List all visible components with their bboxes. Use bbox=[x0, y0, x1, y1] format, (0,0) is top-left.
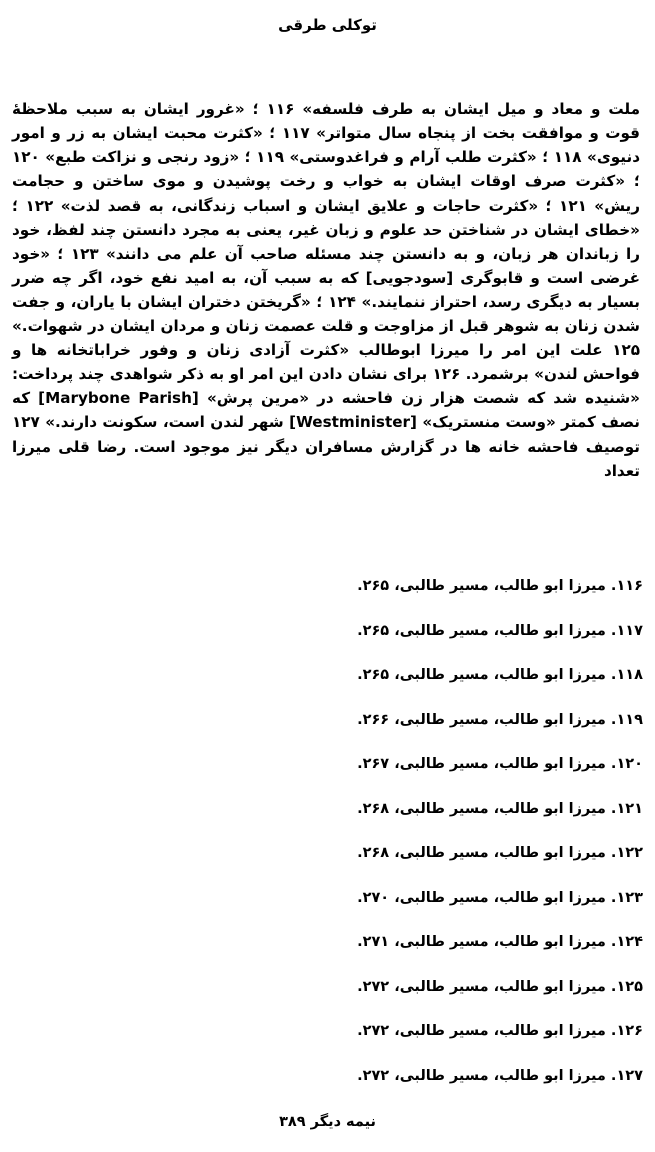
footnote-122: ۱۲۲. میرزا ابو طالب، مسیر طالبی، ۲۶۸. bbox=[357, 845, 643, 861]
footnote-125: ۱۲۵. میرزا ابو طالب، مسیر طالبی، ۲۷۲. bbox=[357, 978, 643, 995]
footnote-118: ۱۱۸. میرزا ابو طالب، مسیر طالبی، ۲۶۵. bbox=[357, 667, 643, 683]
footnotes-list bbox=[283, 578, 643, 1112]
footnote-117: ۱۱۷. میرزا ابو طالب، مسیر طالبی، ۲۶۵. bbox=[357, 622, 643, 639]
footnote-124: ۱۲۴. میرزا ابو طالب، مسیر طالبی، ۲۷۱. bbox=[357, 934, 643, 950]
footnote-126: ۱۲۶. میرزا ابو طالب، مسیر طالبی، ۲۷۲. bbox=[357, 1023, 643, 1039]
footnote-119: ۱۱۹. میرزا ابو طالب، مسیر طالبی، ۲۶۶. bbox=[357, 711, 643, 728]
running-head-title: توکلی طرقی bbox=[278, 16, 377, 34]
footnote-127: ۱۲۷. میرزا ابو طالب، مسیر طالبی، ۲۷۲. bbox=[357, 1067, 643, 1084]
footnote-120: ۱۲۰. میرزا ابو طالب، مسیر طالبی، ۲۶۷. bbox=[357, 756, 643, 772]
footnote-121: ۱۲۱. میرزا ابو طالب، مسیر طالبی، ۲۶۸. bbox=[357, 800, 643, 817]
footnote-123: ۱۲۳. میرزا ابو طالب، مسیر طالبی، ۲۷۰. bbox=[357, 889, 643, 906]
page-footer: نیمه دیگر ۳۸۹ bbox=[279, 1114, 376, 1130]
body-paragraph: ملت و معاد و میل ایشان به طرف فلسفه»‏ ۱۱۶ ؛ «غرور ایشان به سبب ملاحظهٔ قوت و موافقت بخت از پنجاه سال متواتر»‏ ۱۱۷ ؛ «کثرت محبت ایشان به زر و امور دنیوی»‏ ۱۱۸ ؛ «کثرت طلب آرام و فراغدوستی»‏ ۱۱۹ ؛ «زود رنجی و نزاکت طبع»‏ ۱۲۰ ؛ «کثرت صرف اوقات ایشان به خواب و رخت پوشیدن و موی ساختن و حجامت ریش»‏ ۱۲۱ ؛ «کثرت حاجات و علایق ایشان و اسباب زندگانی، به قصد لذت»‏ ۱۲۲ ؛ «خطای ایشان در شناختن حد علوم و زبان غیر، یعنی به مجرد دانستن چند لفظ، خود را زباندان هر زبان، و به دانستن چند مسئله صاحب آن علم می دانند»‏ ۱۲۳ ؛ «خود غرضی است و قابوگری [سودجویی] که به سبب آن، به امید نفع خود، اگر چه ضرر بسیار به دیگری رسد، احتراز ننمایند.»‏ ۱۲۴ ؛ «گریختن دختران ایشان با یاران، و جفت شدن زنان به شوهر قبل از مزاوجت و قلت عصمت زنان و مردان ایشان در شهوات.»‏ ۱۲۵ علت این امر را میرزا ابوطالب «کثرت آزادی زنان و وفور خراباتخانه ها و فواحش لندن» برشمرد.‏ ۱۲۶ برای نشان دادن این امر او به ذکر شواهدی چند پرداخت: «شنیده شد که شصت هزار زن فاحشه در «مرین پرش» [Marybone Parish] که نصف کمتر «وست منستریک» [Westminister] شهر لندن است، سکونت دارند.»‏ ۱۲۷ توصیف فاحشه خانه ها در گزارش مسافران دیگر نیز موجود است. رضا قلی میرزا تعداد bbox=[12, 100, 641, 480]
footnote-116: ۱۱۶. میرزا ابو طالب، مسیر طالبی، ۲۶۵. bbox=[357, 578, 643, 594]
